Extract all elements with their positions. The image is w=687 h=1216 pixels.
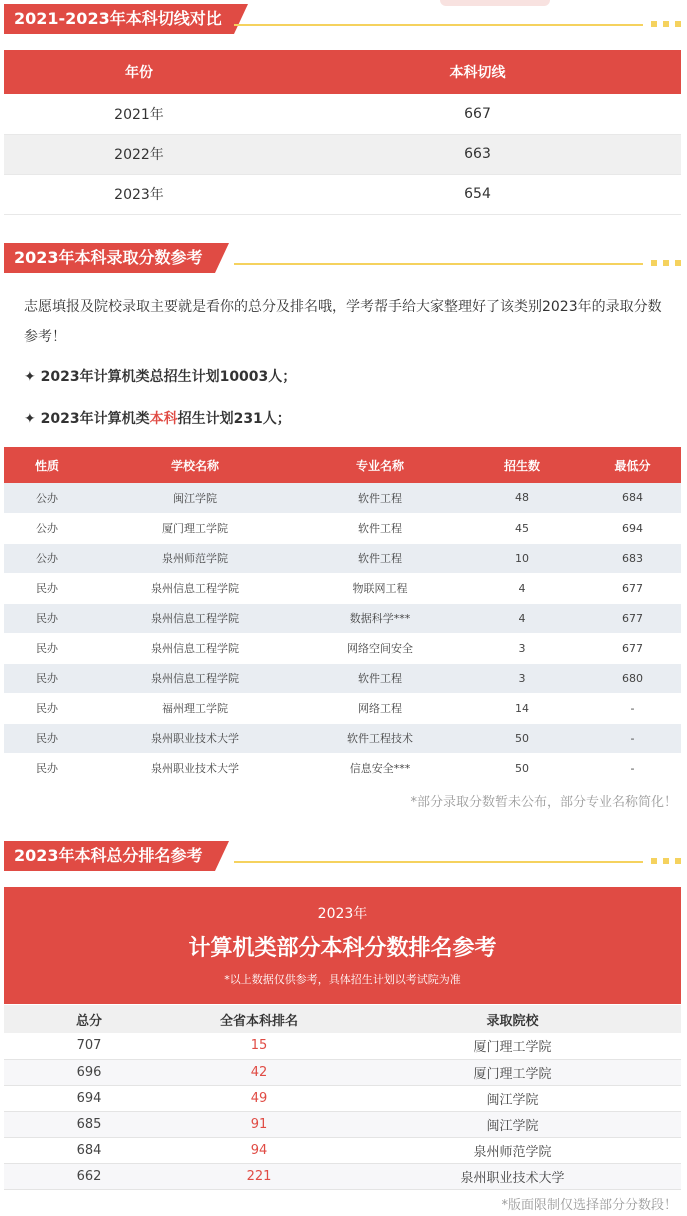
table-cell: 网络空间安全 [300,633,460,663]
table-cell: 696 [4,1059,174,1085]
table-cell: 15 [174,1033,344,1059]
column-header: 年份 [4,50,274,94]
table-row [4,1163,681,1189]
table-cell: 680 [584,663,681,693]
bullet-text-suffix: 招生计划231人； [177,411,291,427]
table-cell: 667 [274,94,681,134]
banner-year: 2023年 [317,906,368,922]
section-title: 2023年本科录取分数参考 [4,243,215,273]
table-row [4,483,681,513]
table-cell: 泉州信息工程学院 [90,663,300,693]
table-cell: 泉州信息工程学院 [90,603,300,633]
table-cell: 654 [274,174,681,214]
divider-line [234,861,643,863]
table-cell: 软件工程 [300,513,460,543]
table-row [4,1111,681,1137]
table-cell: 网络工程 [300,693,460,723]
table-cell: 2022年 [4,134,274,174]
table-cell: 物联网工程 [300,573,460,603]
table-row [4,1137,681,1163]
table-cell: 48 [460,483,584,513]
section-title: 2021-2023年本科切线对比 [4,4,234,34]
banner-subtitle: *以上数据仅供参考，具体招生计划以考试院为准 [224,973,461,986]
section-header-cutoff [4,4,683,34]
table-cell: - [584,753,681,783]
table-cell: 泉州职业技术大学 [90,753,300,783]
column-header: 全省本科排名 [174,1005,344,1033]
admission-score-table [4,447,681,784]
table-cell: 民办 [4,753,90,783]
table-row [4,543,681,573]
divider-line [234,263,643,265]
table-row [4,1085,681,1111]
table-cell: 221 [174,1163,344,1189]
table-cell: 684 [584,483,681,513]
table-cell: 民办 [4,723,90,753]
cutoff-table [4,50,681,215]
table-cell: 泉州信息工程学院 [90,573,300,603]
ranking-banner [4,887,681,1004]
table-cell: 707 [4,1033,174,1059]
table-row [4,94,681,134]
admission-note: *部分录取分数暂未公布，部分专业名称简化！ [410,795,677,810]
table-row [4,134,681,174]
table-cell: 3 [460,663,584,693]
table-cell: 677 [584,633,681,663]
table-cell: 694 [584,513,681,543]
table-cell: 民办 [4,693,90,723]
bullet-text: 2023年计算机类总招生计划10003人； [40,369,297,385]
table-cell: 91 [174,1111,344,1137]
section-header-admission [4,243,683,273]
table-cell: 公办 [4,543,90,573]
table-row [4,633,681,663]
table-cell: 10 [460,543,584,573]
bullet-undergrad-plan [24,408,291,428]
table-row [4,174,681,214]
table-cell: 公办 [4,483,90,513]
table-row [4,1059,681,1085]
table-row [4,1033,681,1059]
table-row [4,693,681,723]
table-row [4,513,681,543]
table-cell: 厦门理工学院 [344,1033,681,1059]
star-icon: ✦ [24,369,36,385]
table-cell: 4 [460,603,584,633]
table-cell: 民办 [4,663,90,693]
ranking-table [4,1005,681,1190]
table-cell: 677 [584,603,681,633]
table-cell: 泉州职业技术大学 [90,723,300,753]
table-row [4,603,681,633]
table-cell: 3 [460,633,584,663]
divider-line [234,24,643,26]
table-cell: 45 [460,513,584,543]
table-cell: 软件工程 [300,663,460,693]
table-cell: 50 [460,753,584,783]
table-cell: 软件工程 [300,483,460,513]
column-header: 录取院校 [344,1005,681,1033]
table-cell: 683 [584,543,681,573]
table-row [4,573,681,603]
column-header: 性质 [4,447,90,483]
table-cell: 泉州信息工程学院 [90,633,300,663]
table-cell: 42 [174,1059,344,1085]
table-cell: 4 [460,573,584,603]
table-cell: 闽江学院 [344,1111,681,1137]
intro-paragraph: 志愿填报及院校录取主要就是看你的总分及排名哦，学考帮手给大家整理好了该类别2023年的录取分数参考！ [24,299,662,345]
section-header-ranking [4,841,683,871]
table-cell: 685 [4,1111,174,1137]
column-header: 最低分 [584,447,681,483]
table-cell: - [584,693,681,723]
table-cell: 闽江学院 [344,1085,681,1111]
table-cell: 694 [4,1085,174,1111]
table-cell: 公办 [4,513,90,543]
table-cell: 福州理工学院 [90,693,300,723]
table-row [4,723,681,753]
divider-dots [651,21,681,27]
table-cell: 民办 [4,603,90,633]
table-cell: 软件工程 [300,543,460,573]
column-header: 总分 [4,1005,174,1033]
table-cell: 民办 [4,573,90,603]
table-cell: 2023年 [4,174,274,214]
star-icon: ✦ [24,411,36,427]
column-header: 专业名称 [300,447,460,483]
table-cell: 662 [4,1163,174,1189]
table-cell: 684 [4,1137,174,1163]
table-row [4,753,681,783]
table-cell: 民办 [4,633,90,663]
table-cell: 闽江学院 [90,483,300,513]
bullet-highlight: 本科 [149,411,178,427]
ranking-note: *版面限制仅选择部分分数段！ [501,1198,677,1213]
banner-title: 计算机类部分本科分数排名参考 [188,936,497,961]
table-cell: 泉州师范学院 [344,1137,681,1163]
divider-dots [651,260,681,266]
table-cell: 14 [460,693,584,723]
table-cell: - [584,723,681,753]
table-cell: 663 [274,134,681,174]
table-cell: 94 [174,1137,344,1163]
table-cell: 泉州职业技术大学 [344,1163,681,1189]
divider-dots [651,858,681,864]
column-header: 学校名称 [90,447,300,483]
section-title: 2023年本科总分排名参考 [4,841,215,871]
column-header: 本科切线 [274,50,681,94]
table-cell: 50 [460,723,584,753]
table-cell: 厦门理工学院 [90,513,300,543]
table-cell: 信息安全*** [300,753,460,783]
bullet-text-prefix: 2023年计算机类 [40,411,150,427]
table-cell: 2021年 [4,94,274,134]
table-cell: 软件工程技术 [300,723,460,753]
table-cell: 677 [584,573,681,603]
bullet-total-plan [24,366,296,386]
table-row [4,663,681,693]
column-header: 招生数 [460,447,584,483]
table-cell: 泉州师范学院 [90,543,300,573]
table-cell: 厦门理工学院 [344,1059,681,1085]
table-cell: 49 [174,1085,344,1111]
table-cell: 数据科学*** [300,603,460,633]
